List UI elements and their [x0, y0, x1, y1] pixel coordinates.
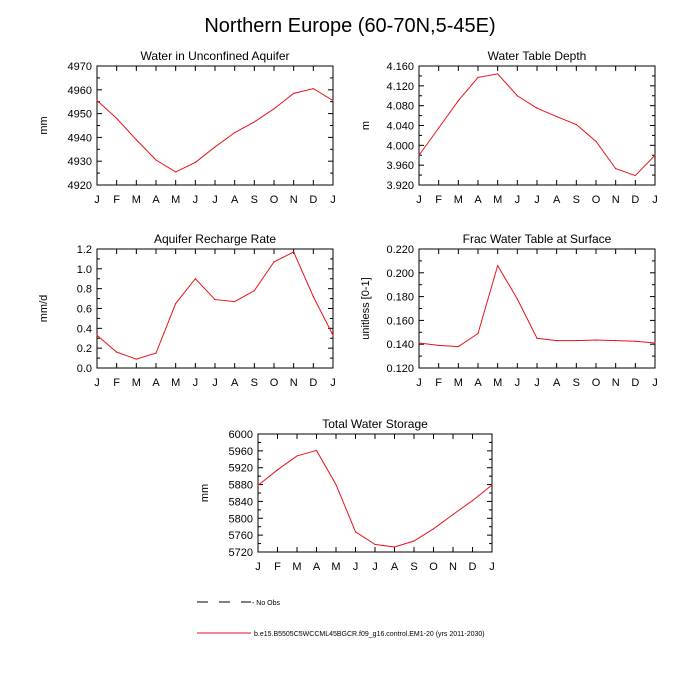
legend [197, 600, 485, 638]
x-tick-label: O [591, 377, 601, 389]
y-tick-label: 6000 [228, 429, 253, 441]
y-tick-label: 4.160 [386, 61, 414, 73]
chart-title: Aquifer Recharge Rate [153, 232, 277, 246]
x-tick-label: M [493, 377, 503, 389]
data-point [517, 298, 518, 299]
y-tick-label: 0.120 [386, 363, 414, 375]
x-tick-label: N [611, 377, 620, 389]
data-point [254, 290, 255, 291]
chart-recharge-rate [38, 232, 336, 389]
y-tick-label: 0.4 [76, 323, 92, 336]
x-tick-label: M [131, 194, 141, 206]
plot-frame [419, 249, 655, 368]
y-tick-label: 4.040 [386, 120, 414, 133]
data-point [595, 141, 596, 142]
series-line [97, 252, 333, 359]
x-tick-label: J [514, 194, 521, 206]
y-tick-label: 4940 [67, 132, 92, 145]
page-title: Northern Europe (60-70N,5-45E) [204, 15, 496, 37]
y-tick-label: 3.920 [386, 180, 414, 192]
x-tick-label: A [230, 377, 239, 389]
chart-total-water-storage [199, 417, 495, 573]
x-tick-label: J [416, 377, 422, 389]
plot-frame [97, 249, 333, 368]
x-tick-label: J [94, 377, 100, 389]
chart-title: Water Table Depth [487, 49, 587, 63]
y-tick-label: 0.140 [386, 339, 414, 352]
x-tick-label: S [250, 377, 259, 389]
y-tick-label: 0.180 [386, 291, 414, 304]
x-tick-label: F [113, 194, 121, 206]
y-axis-label: mm/d [38, 294, 50, 323]
data-point [234, 301, 235, 302]
data-point [576, 340, 577, 341]
data-point [374, 544, 375, 545]
x-tick-label: A [152, 194, 160, 206]
x-tick-label: D [631, 194, 640, 206]
data-point [654, 155, 655, 156]
y-tick-label: 1.0 [76, 263, 92, 276]
y-tick-label: 0.2 [76, 343, 92, 356]
data-point [491, 484, 492, 485]
data-point [556, 116, 557, 117]
y-tick-label: 5920 [228, 462, 253, 475]
data-point [635, 341, 636, 342]
chart-title: Frac Water Table at Surface [462, 232, 612, 246]
data-point [615, 340, 616, 341]
chart-water-table-depth [360, 49, 658, 206]
data-point [273, 261, 274, 262]
x-tick-label: A [390, 561, 399, 573]
x-tick-label: J [352, 561, 359, 573]
data-point [477, 333, 478, 334]
x-tick-label: J [255, 561, 261, 573]
data-point [635, 175, 636, 176]
x-tick-label: J [330, 377, 336, 389]
y-axis-label: unitless [0-1] [360, 277, 372, 340]
data-point [536, 338, 537, 339]
y-tick-label: 5880 [228, 479, 253, 492]
x-tick-label: J [534, 194, 540, 206]
data-point [438, 345, 439, 346]
y-tick-label: 4950 [67, 108, 92, 121]
data-point [175, 171, 176, 172]
chart-aquifer-water [38, 49, 336, 206]
x-tick-label: D [309, 194, 318, 206]
series-line [419, 266, 655, 347]
x-tick-label: M [493, 194, 503, 206]
chart-panels [38, 49, 658, 573]
x-tick-label: J [330, 194, 336, 206]
x-tick-label: D [631, 377, 640, 389]
data-point [332, 100, 333, 101]
x-tick-label: N [449, 561, 457, 573]
x-tick-label: A [474, 194, 482, 206]
x-tick-label: A [474, 377, 482, 389]
x-tick-label: J [372, 561, 378, 573]
data-point [273, 108, 274, 109]
data-point [155, 159, 156, 160]
x-tick-label: J [212, 377, 218, 389]
y-tick-label: 5760 [228, 530, 253, 543]
x-tick-label: N [289, 377, 298, 389]
chart-title: Water in Unconfined Aquifer [140, 49, 290, 63]
y-tick-label: 5840 [228, 496, 253, 509]
series-line [258, 450, 492, 547]
data-point [254, 121, 255, 122]
data-point [316, 450, 317, 451]
x-tick-label: O [429, 561, 438, 573]
y-tick-label: 0.160 [386, 315, 414, 328]
y-tick-label: 5960 [228, 445, 253, 458]
y-tick-label: 4.000 [386, 140, 414, 153]
x-tick-label: A [312, 561, 321, 573]
x-tick-label: M [131, 377, 141, 389]
x-tick-label: J [416, 194, 422, 206]
x-tick-label: N [611, 194, 620, 206]
data-point [472, 500, 473, 501]
data-point [155, 353, 156, 354]
y-tick-label: 0.200 [386, 267, 414, 280]
x-tick-label: S [250, 194, 259, 206]
data-point [195, 278, 196, 279]
chart-title: Total Water Storage [322, 417, 428, 431]
data-point [394, 546, 395, 547]
x-tick-label: J [94, 194, 100, 206]
x-tick-label: D [309, 377, 318, 389]
data-point [458, 100, 459, 101]
data-point [438, 127, 439, 128]
y-tick-label: 4.080 [386, 100, 414, 113]
y-tick-label: 0.220 [386, 244, 414, 256]
data-point [96, 100, 97, 101]
data-point [615, 168, 616, 169]
y-tick-label: 4920 [67, 180, 92, 192]
data-point [497, 73, 498, 74]
x-tick-label: J [489, 561, 495, 573]
x-tick-label: O [591, 194, 601, 206]
data-point [214, 299, 215, 300]
x-tick-label: F [113, 377, 121, 389]
data-point [433, 528, 434, 529]
y-tick-label: 5720 [228, 547, 253, 559]
plot-frame [419, 66, 655, 185]
x-tick-label: M [331, 561, 341, 573]
data-point [293, 251, 294, 252]
x-tick-label: S [410, 561, 418, 573]
y-tick-label: 4970 [67, 61, 92, 73]
y-tick-label: 0.8 [76, 283, 92, 296]
data-point [257, 485, 258, 486]
y-tick-label: 0.0 [76, 363, 92, 375]
x-tick-label: M [171, 377, 181, 389]
legend-obs-label: - No Obs [252, 600, 281, 607]
data-point [335, 484, 336, 485]
data-point [313, 88, 314, 89]
data-point [195, 162, 196, 163]
x-tick-label: O [269, 194, 279, 206]
data-point [413, 540, 414, 541]
data-point [477, 77, 478, 78]
x-tick-label: F [274, 561, 281, 573]
plot-frame [258, 434, 492, 552]
x-tick-label: J [514, 377, 521, 389]
data-point [313, 296, 314, 297]
y-tick-label: 4960 [67, 84, 92, 97]
data-point [418, 155, 419, 156]
y-tick-label: 1.2 [76, 244, 92, 256]
x-tick-label: J [212, 194, 218, 206]
x-tick-label: M [171, 194, 181, 206]
data-point [517, 95, 518, 96]
x-tick-label: M [292, 561, 302, 573]
y-axis-label: m [360, 120, 372, 131]
data-point [296, 455, 297, 456]
x-tick-label: M [453, 377, 463, 389]
x-tick-label: F [435, 377, 443, 389]
chart-frac-water-table [360, 232, 658, 389]
data-point [136, 358, 137, 359]
x-tick-label: A [230, 194, 239, 206]
data-point [116, 118, 117, 119]
data-point [214, 146, 215, 147]
data-point [654, 342, 655, 343]
x-tick-label: D [468, 561, 477, 573]
x-tick-label: M [453, 194, 463, 206]
data-point [418, 342, 419, 343]
data-point [556, 340, 557, 341]
x-tick-label: S [572, 377, 581, 389]
data-point [277, 469, 278, 470]
x-tick-label: J [534, 377, 540, 389]
data-point [576, 124, 577, 125]
y-axis-label: mm [38, 116, 50, 135]
x-tick-label: O [269, 377, 279, 389]
x-tick-label: J [652, 194, 658, 206]
y-tick-label: 4930 [67, 156, 92, 169]
x-tick-label: A [152, 377, 160, 389]
data-point [234, 132, 235, 133]
data-point [332, 335, 333, 336]
data-point [293, 93, 294, 94]
plot-frame [97, 66, 333, 185]
data-point [497, 265, 498, 266]
y-tick-label: 4.120 [386, 80, 414, 93]
series-line [419, 74, 655, 176]
data-point [355, 531, 356, 532]
data-point [458, 346, 459, 347]
y-tick-label: 3.960 [386, 160, 414, 173]
legend-model-label: b.e15.B5505C5WCCML45BGCR.f09_g16.control.EM1-20 (yrs 2011-2030) [254, 631, 485, 638]
data-point [96, 335, 97, 336]
x-tick-label: A [552, 194, 561, 206]
data-point [136, 139, 137, 140]
x-tick-label: N [289, 194, 298, 206]
data-point [536, 108, 537, 109]
series-line [97, 89, 333, 172]
data-point [452, 514, 453, 515]
y-axis-label: mm [199, 483, 211, 503]
x-tick-label: J [192, 377, 199, 389]
x-tick-label: J [652, 377, 658, 389]
x-tick-label: A [552, 377, 561, 389]
x-tick-label: F [435, 194, 443, 206]
data-point [175, 303, 176, 304]
y-tick-label: 0.6 [76, 303, 92, 316]
y-tick-label: 5800 [228, 513, 253, 526]
data-point [116, 352, 117, 353]
x-tick-label: J [192, 194, 199, 206]
x-tick-label: S [572, 194, 581, 206]
data-point [595, 339, 596, 340]
